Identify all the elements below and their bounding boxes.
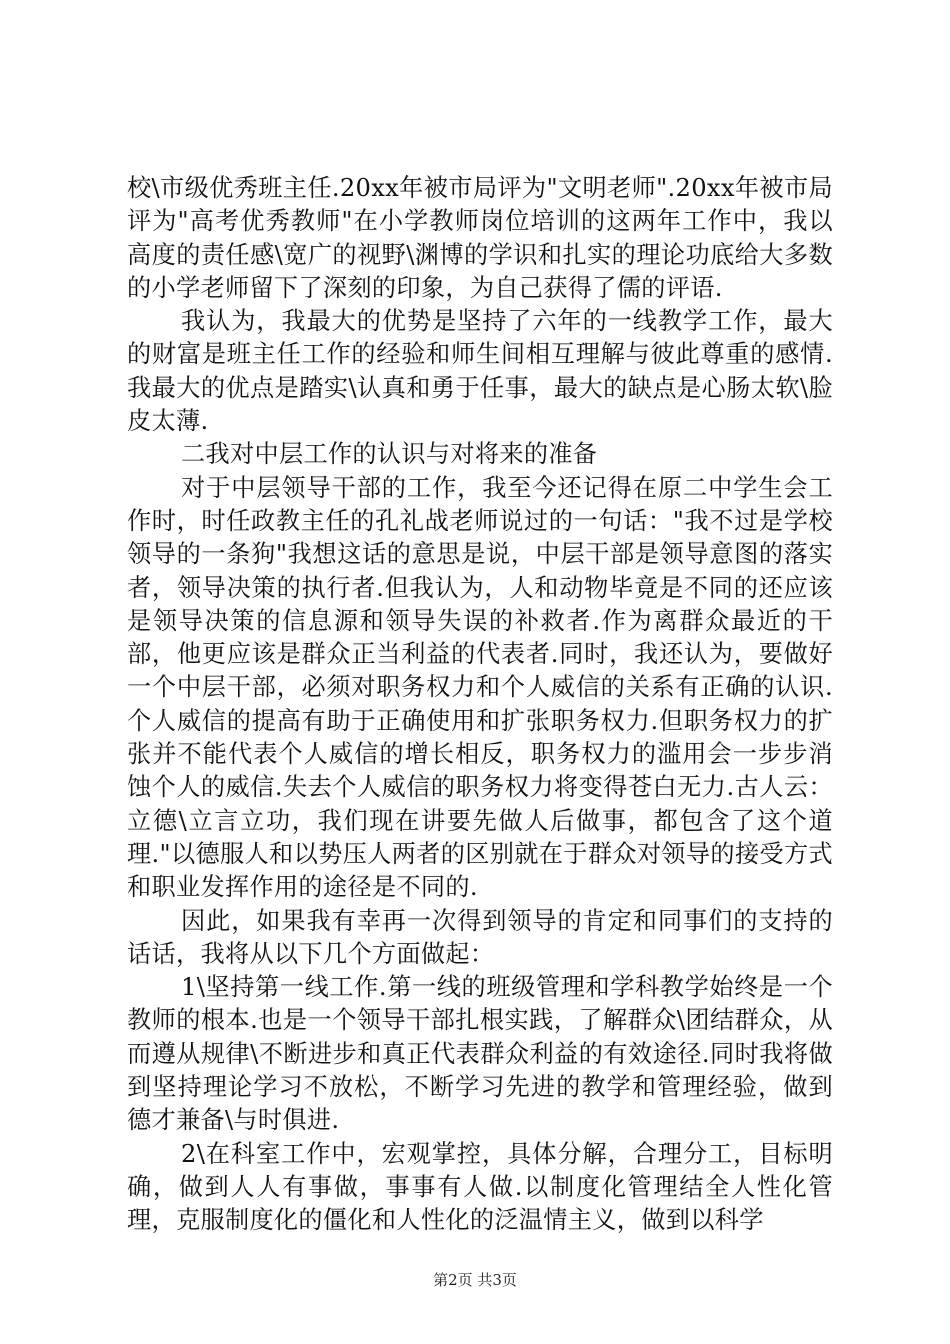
section-heading: 二我对中层工作的认识与对将来的准备 [181, 440, 598, 469]
list-item-1: 1\坚持第一线工作.第一线的班级管理和学科教学始终是一个教师的根本.也是一个领导干部扎根实践，了解群众\团结群众，从而遵从规律\不断进步和真正代表群众利益的有效途径.同时我将做到坚持理论学习不放松，不断学习先进的教学和管理经验，做到德才兼备\与时俱进. [127, 973, 833, 1135]
document-body [127, 172, 833, 1238]
paragraph-3: 对于中层领导干部的工作，我至今还记得在原二中学生会工作时，时任政教主任的孔礼战老师说过的一句话："我不过是学校领导的一条狗"我想这话的意思是说，中层干部是领导意图的落实者，领导决策的执行者.但我认为，人和动物毕竟是不同的还应该是领导决策的信息源和领导失误的补救者.作为离群众最近的干部，他更应该是群众正当利益的代表者.同时，我还认为，要做好一个中层干部，必须对职务权力和个人威信的关系有正确的认识.个人威信的提高有助于正确使用和扩张职务权力.但职务权力的扩张并不能代表个人威信的增长相反，职务权力的滥用会一步步消蚀个人的威信.失去个人威信的职务权力将变得苍白无力.古人云：立德\立言立功，我们现在讲要先做人后做事，都包含了这个道理."以德服人和以势压人两者的区别就在于群众对领导的接受方式和职业发挥作用的途径是不同的. [127, 473, 833, 902]
page-footer: 第2页 共3页 [433, 1271, 517, 1289]
paragraph-2: 我认为，我最大的优势是坚持了六年的一线教学工作，最大的财富是班主任工作的经验和师生间相互理解与彼此尊重的感情.我最大的优点是踏实\认真和勇于任事，最大的缺点是心肠太软\脸皮太薄. [127, 307, 833, 436]
list-item-2: 2\在科室工作中，宏观掌控，具体分解，合理分工，目标明确，做到人人有事做，事事有人做.以制度化管理结全人性化管理，克服制度化的僵化和人性化的泛温情主义，做到以科学 [127, 1139, 833, 1235]
paragraph-4: 因此，如果我有幸再一次得到领导的肯定和同事们的支持的话话，我将从以下几个方面做起： [127, 906, 833, 968]
paragraph-1: 校\市级优秀班主任.20xx年被市局评为"文明老师".20xx年被市局评为"高考优秀教师"在小学教师岗位培训的这两年工作中，我以高度的责任感\宽广的视野\渊博的学识和扎实的理论功底给大多数的小学老师留下了深刻的印象，为自己获得了儒的评语. [127, 174, 833, 302]
